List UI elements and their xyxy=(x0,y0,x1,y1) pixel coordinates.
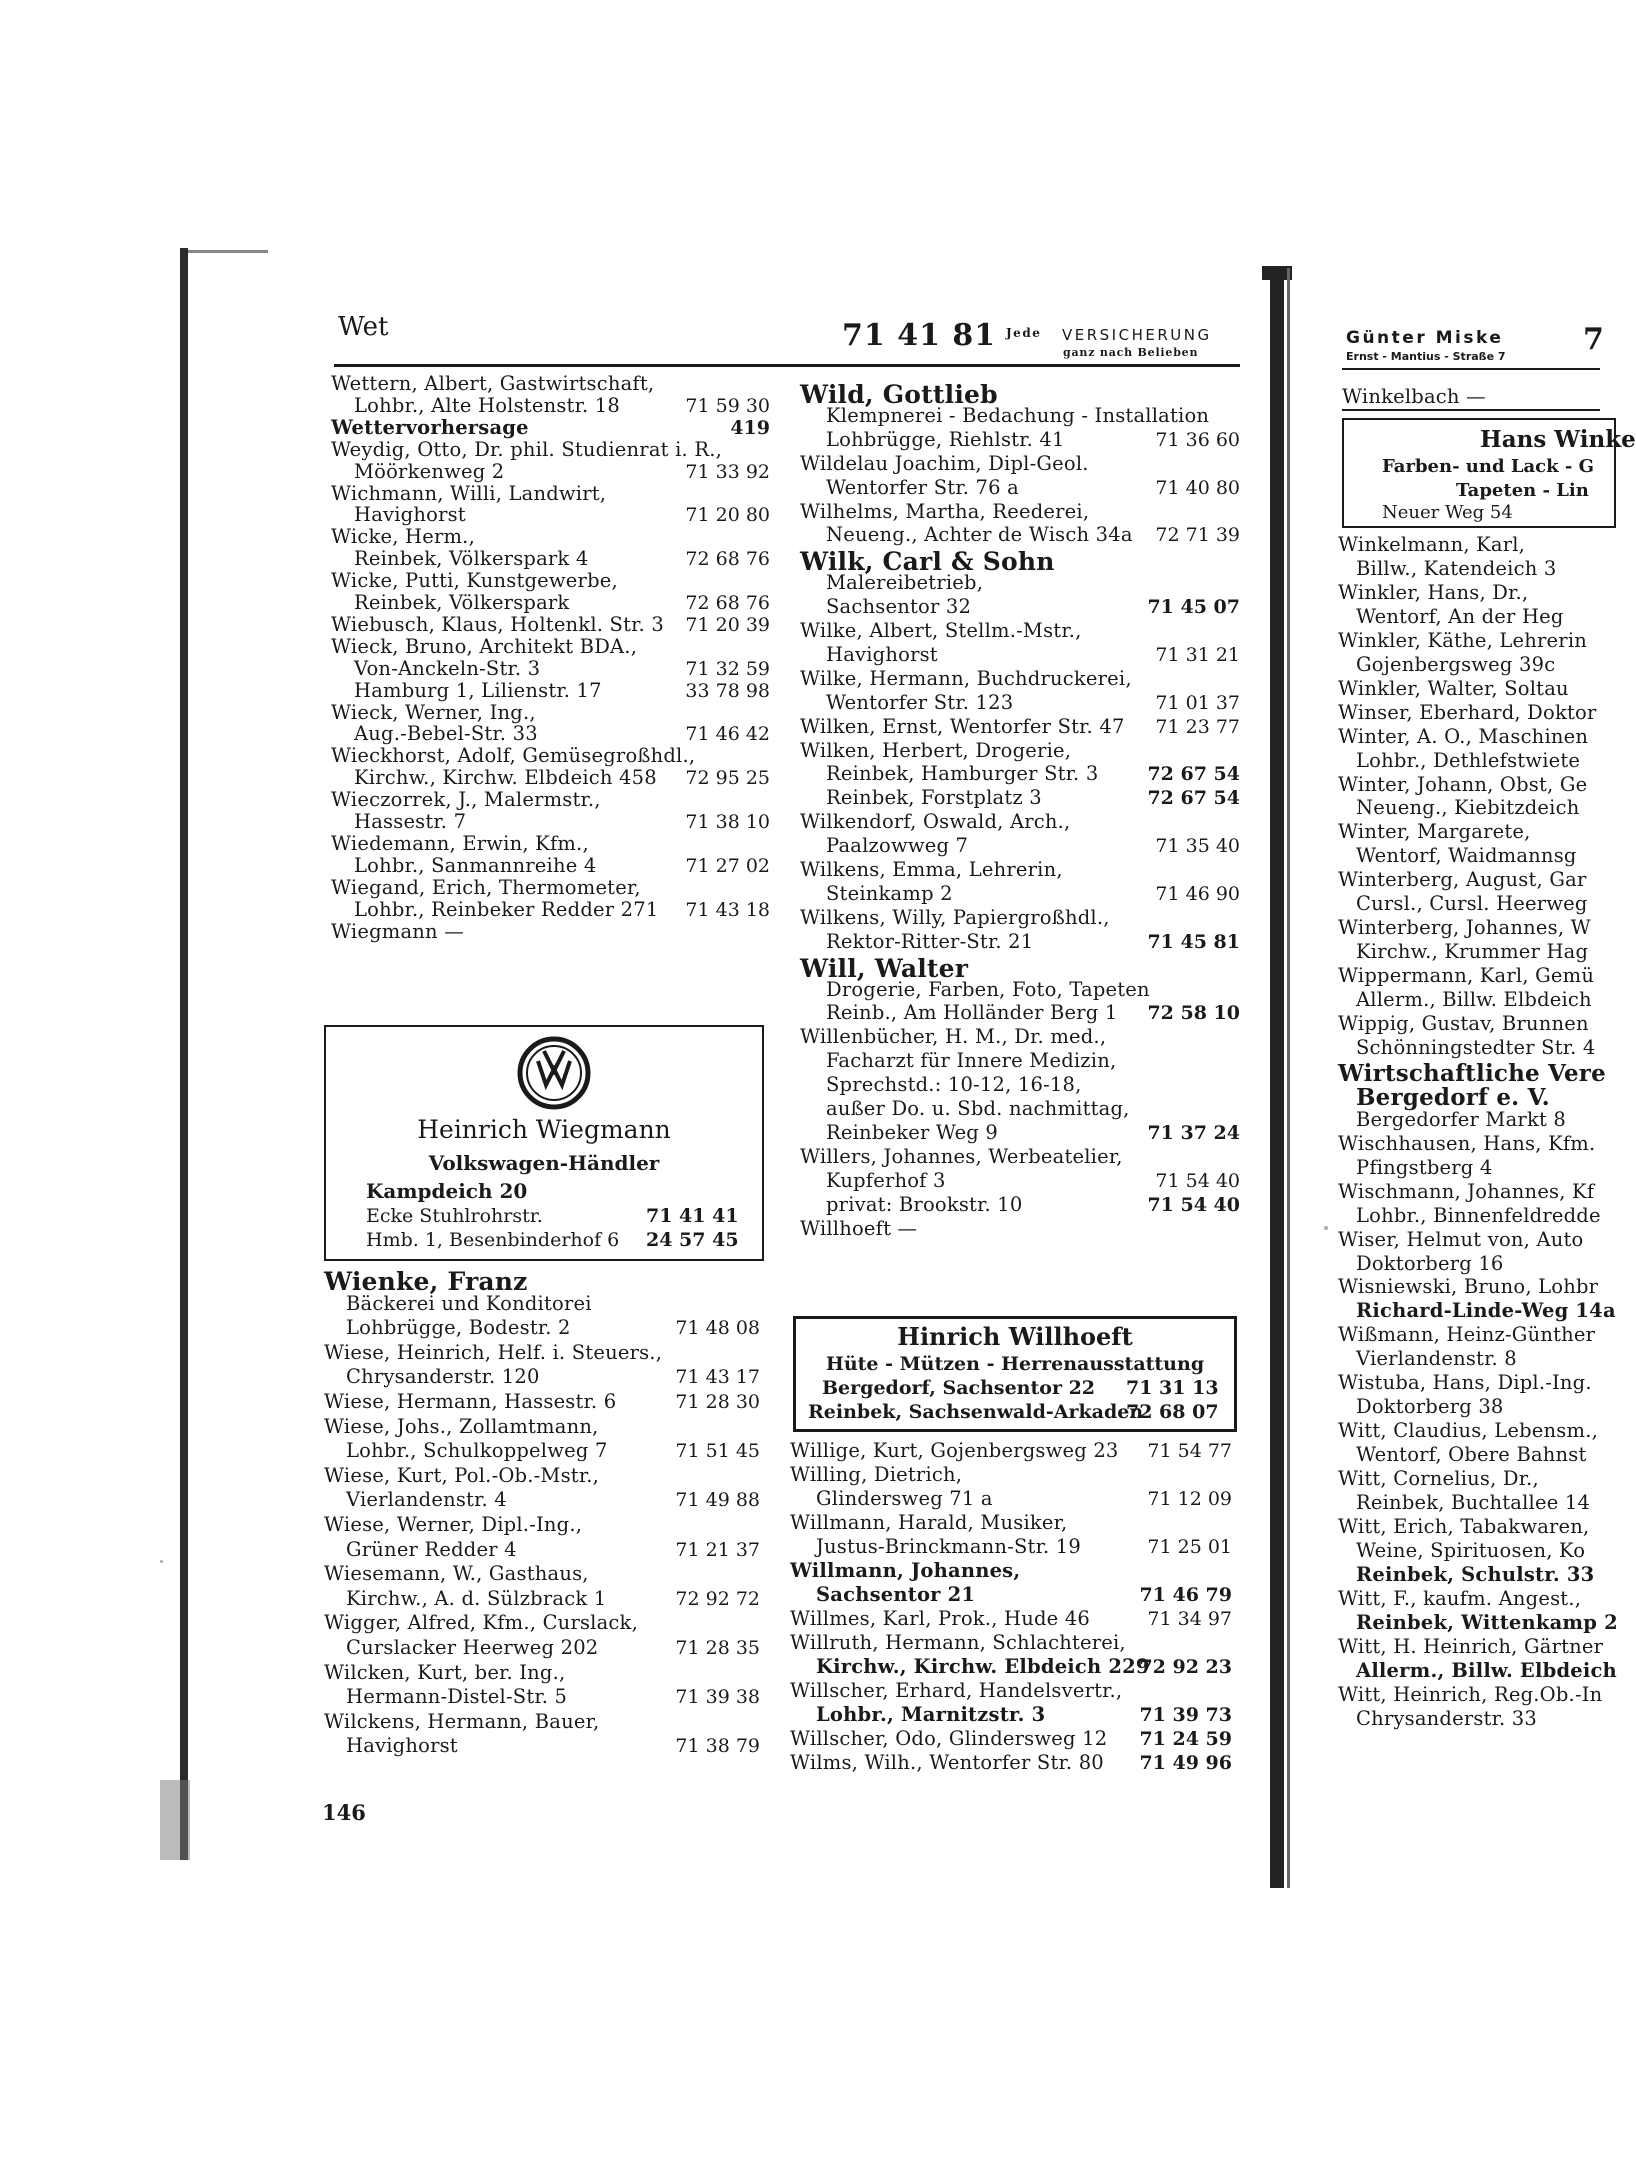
header-right-name: Günter Miske xyxy=(1346,328,1504,348)
header-ins-main: VERSICHERUNG xyxy=(1062,326,1212,344)
col3-entry-text: Winkler, Hans, Dr., xyxy=(1338,580,1529,604)
col3-entry-text: Bergedorf e. V. xyxy=(1356,1083,1550,1111)
col3-entry-text: Chrysanderstr. 33 xyxy=(1356,1706,1537,1730)
col1-entry-text: Wieck, Bruno, Architekt BDA., xyxy=(331,634,638,658)
col3-entry-text: Allerm., Billw. Elbdeich xyxy=(1356,1658,1617,1682)
col3-entry-text: Wischhausen, Hans, Kfm. xyxy=(1338,1131,1596,1155)
col2b-entry-text: Willscher, Odo, Glindersweg 12 xyxy=(790,1727,1108,1750)
col3-entry-text: Witt, Erich, Tabakwaren, xyxy=(1338,1514,1590,1538)
ad-wiegmann-addr: Kampdeich 20 xyxy=(366,1179,528,1203)
col1b-entry-phone: 71 43 17 xyxy=(675,1366,760,1389)
col1-entry-phone: 71 32 59 xyxy=(685,657,770,680)
col1-entry-text: Wicke, Herm., xyxy=(331,525,475,549)
col3-entry-text: Wirtschaftliche Vere xyxy=(1338,1059,1606,1087)
col1-entry-text: Reinbek, Völkerspark 4 xyxy=(354,547,589,571)
col1-entry-text: Wettern, Albert, Gastwirtschaft, xyxy=(331,372,655,395)
col3-entry-text: Winkler, Walter, Soltau xyxy=(1338,676,1569,700)
col2b-entry-phone: 71 39 73 xyxy=(1139,1704,1232,1726)
col1b-entry-phone: 71 39 38 xyxy=(675,1686,760,1709)
col2b-entry-text: Lohbr., Marnitzstr. 3 xyxy=(816,1703,1046,1726)
col2-entry-phone: 71 31 21 xyxy=(1155,643,1240,666)
col2-entry-phone: 72 71 39 xyxy=(1155,524,1240,547)
col1b-entry-text: Wiese, Heinrich, Helf. i. Steuers., xyxy=(324,1340,663,1364)
col2-entry-text: Wilke, Hermann, Buchdruckerei, xyxy=(800,666,1132,690)
ad-wiegmann xyxy=(324,1025,764,1261)
col3-entry-text: Winterberg, Johannes, W xyxy=(1338,916,1591,940)
col1b-entry-text: Curslacker Heerweg 202 xyxy=(346,1636,599,1659)
col2-entry-text: Wilkens, Emma, Lehrerin, xyxy=(800,858,1063,881)
col3-entry-text: Witt, Claudius, Lebensm., xyxy=(1338,1419,1598,1443)
col3-entry-text: Winter, A. O., Maschinen xyxy=(1338,724,1589,748)
col2b-entry-phone: 71 54 77 xyxy=(1147,1440,1232,1462)
page-number: 146 xyxy=(322,1800,366,1825)
col3-entry-text: Reinbek, Wittenkamp 2 xyxy=(1356,1610,1618,1634)
header-phone: 71 41 81 xyxy=(842,318,997,353)
ad-wiegmann-phone1: 71 41 41 xyxy=(646,1205,739,1227)
col1b-entry-text: Bäckerei und Konditorei xyxy=(346,1291,592,1315)
vw-logo-icon xyxy=(516,1035,592,1111)
ad-winkel-line3: Neuer Weg 54 xyxy=(1382,502,1513,523)
col2b-entry-text: Sachsentor 21 xyxy=(816,1583,976,1606)
col2-entry-text: Neueng., Achter de Wisch 34a xyxy=(826,523,1133,547)
col1b-entry-phone: 71 28 30 xyxy=(675,1391,760,1413)
col2-entry-phone: 71 46 90 xyxy=(1155,882,1240,905)
col2-entry-text: Wild, Gottlieb xyxy=(800,380,998,409)
header-ins-small: Jede xyxy=(1006,326,1042,340)
col3-entry-text: Richard-Linde-Weg 14a xyxy=(1356,1299,1616,1323)
col1b-entry-text: Wiesemann, W., Gasthaus, xyxy=(324,1562,589,1586)
col2b-entry-text: Willruth, Hermann, Schlachterei, xyxy=(790,1631,1126,1654)
col3-entry-text: Gojenbergsweg 39c xyxy=(1356,652,1556,676)
col1b-entry-text: Wiese, Kurt, Pol.-Ob.-Mstr., xyxy=(324,1463,600,1487)
col1b-entry-text: Wiese, Hermann, Hassestr. 6 xyxy=(324,1390,617,1413)
col3-entry-text: Winkler, Käthe, Lehrerin xyxy=(1338,628,1588,652)
col2b-entry-phone: 71 46 79 xyxy=(1139,1584,1232,1606)
col1-entry-text: Wieckhorst, Adolf, Gemüsegroßhdl., xyxy=(331,744,696,768)
col1b-entry-text: Wienke, Franz xyxy=(324,1267,528,1296)
col3-top-entry: Winkelbach — xyxy=(1342,385,1486,408)
col1b-entry-text: Wiese, Werner, Dipl.-Ing., xyxy=(324,1513,583,1536)
col2b-entry-text: Willmes, Karl, Prok., Hude 46 xyxy=(790,1607,1090,1630)
col2b-entry-text: Kirchw., Kirchw. Elbdeich 229 xyxy=(816,1655,1150,1678)
col1-entry-text: Wiedemann, Erwin, Kfm., xyxy=(331,831,589,855)
col3-entry-text: Wippig, Gustav, Brunnen xyxy=(1338,1012,1589,1035)
center-gutter xyxy=(1270,268,1284,1888)
col2b-entry-text: Wilms, Wilh., Wentorfer Str. 80 xyxy=(790,1751,1104,1774)
col2b-entry-phone: 71 34 97 xyxy=(1147,1608,1232,1630)
col1-entry-phone: 72 68 76 xyxy=(685,592,770,614)
col2-entry-text: Kupferhof 3 xyxy=(826,1168,946,1192)
ad-winkel-line2: Tapeten - Lin xyxy=(1456,480,1589,501)
col1b-entry-phone: 72 92 72 xyxy=(675,1587,760,1610)
ad-wiegmann-line2: Hmb. 1, Besenbinderhof 6 xyxy=(366,1229,620,1251)
col2-entry-text: Willenbücher, H. M., Dr. med., xyxy=(800,1025,1107,1049)
col2-entry-phone: 72 58 10 xyxy=(1147,1002,1240,1025)
col3-entry-text: Winterberg, August, Gar xyxy=(1338,868,1587,892)
col2-entry-text: Rektor-Ritter-Str. 21 xyxy=(826,929,1034,953)
col3-entry-text: Doktorberg 38 xyxy=(1356,1395,1504,1419)
col1b-entry-phone: 71 38 79 xyxy=(675,1735,760,1758)
header-right-digit: 7 xyxy=(1583,322,1604,357)
col2-entry-phone: 71 54 40 xyxy=(1155,1169,1240,1192)
col2-entry-text: Drogerie, Farben, Foto, Tapeten xyxy=(826,977,1150,1001)
col3-entry-text: Wisniewski, Bruno, Lohbr xyxy=(1338,1275,1599,1299)
col3-entry-text: Allerm., Billw. Elbdeich xyxy=(1356,988,1592,1012)
ad-wiegmann-phone2: 24 57 45 xyxy=(646,1229,739,1251)
col1b-entry-text: Havighorst xyxy=(346,1734,458,1758)
col3-entry-text: Witt, H. Heinrich, Gärtner xyxy=(1338,1634,1604,1658)
col2-entry-text: Will, Walter xyxy=(800,953,969,983)
col2-entry-text: Wilken, Herbert, Drogerie, xyxy=(800,738,1072,762)
col1b-entry-text: Wilcken, Kurt, ber. Ing., xyxy=(324,1660,566,1684)
col1b-entry-text: Lohbrügge, Bodestr. 2 xyxy=(346,1316,571,1340)
col3-entry-text: Winser, Eberhard, Doktor xyxy=(1338,700,1597,724)
col1-entry-phone: 71 20 80 xyxy=(685,504,770,527)
col2b-entry-text: Willmann, Harald, Musiker, xyxy=(790,1511,1068,1534)
col1-entry-text: Lohbr., Reinbeker Redder 271 xyxy=(354,897,659,921)
col2-entry-text: Wilk, Carl & Sohn xyxy=(800,547,1055,577)
col1-entry-text: Aug.-Bebel-Str. 33 xyxy=(354,722,538,746)
col2-entry-text: Reinb., Am Holländer Berg 1 xyxy=(826,1001,1118,1025)
col2-entry-text: Wilkendorf, Oswald, Arch., xyxy=(800,810,1071,834)
col1-entry-text: Wettervorhersage xyxy=(331,415,529,439)
col1-entry-text: Wichmann, Willi, Landwirt, xyxy=(331,481,607,505)
col2-entry-text: Wilkens, Willy, Papiergroßhdl., xyxy=(800,905,1110,929)
col2-entry-text: Wentorfer Str. 123 xyxy=(826,690,1014,714)
col2-entry-phone: 72 67 54 xyxy=(1147,763,1240,786)
ad-winkel xyxy=(1342,418,1636,528)
col3-entry-text: Wentorf, An der Heg xyxy=(1356,604,1564,628)
col2b-entry-phone: 71 24 59 xyxy=(1139,1728,1232,1750)
col3-top-rule xyxy=(1342,409,1600,411)
col1-entry-phone: 71 46 42 xyxy=(685,723,770,746)
col2-entry-text: Wilhelms, Martha, Reederei, xyxy=(800,499,1090,523)
header-ins-sub: ganz nach Belieben xyxy=(1063,346,1199,359)
col3-entry-text: Wiser, Helmut von, Auto xyxy=(1338,1227,1584,1251)
header-right-rule xyxy=(1342,368,1600,370)
col2b-entry-text: Willmann, Johannes, xyxy=(790,1559,1021,1582)
col2-entry-text: Wentorfer Str. 76 a xyxy=(826,475,1019,499)
col1-entry-text: Wieczorrek, J., Malermstr., xyxy=(331,788,601,812)
col3-entry-text: Wentorf, Obere Bahnst xyxy=(1356,1443,1587,1467)
left-binding-edge xyxy=(180,248,188,1860)
col1-entry-phone: 71 43 18 xyxy=(685,898,770,921)
col1b-entry-phone: 71 28 35 xyxy=(675,1637,760,1659)
ad-willhoeft-name: Hinrich Willhoeft xyxy=(897,1322,1133,1351)
ad-willhoeft-line1: Bergedorf, Sachsentor 22 xyxy=(822,1377,1096,1399)
col1-entry-text: Kirchw., Kirchw. Elbdeich 458 xyxy=(354,766,657,790)
col3-entry-text: Cursl., Cursl. Heerweg xyxy=(1356,892,1588,916)
col2-entry-text: außer Do. u. Sbd. nachmittag, xyxy=(826,1097,1130,1120)
col1-entry-text: Havighorst xyxy=(354,503,466,527)
col2b-entry-phone: 71 25 01 xyxy=(1147,1536,1232,1558)
col1b-entry-text: Grüner Redder 4 xyxy=(346,1537,517,1561)
col2-entry-text: Willers, Johannes, Werbeatelier, xyxy=(800,1144,1123,1168)
col1-entry-text: Wieck, Werner, Ing., xyxy=(331,700,536,724)
col1-entry-phone: 71 33 92 xyxy=(685,460,770,483)
ad-wiegmann-name: Heinrich Wiegmann xyxy=(417,1115,671,1144)
ad-willhoeft-trade: Hüte - Mützen - Herrenausstattung xyxy=(825,1353,1205,1375)
col2-entry-phone: 71 01 37 xyxy=(1155,691,1240,714)
col1-entry-phone: 72 95 25 xyxy=(685,767,770,790)
col2b-entry-text: Glindersweg 71 a xyxy=(816,1487,993,1510)
col2b-entry-phone: 71 49 96 xyxy=(1139,1752,1232,1774)
col2-entry-phone: 71 37 24 xyxy=(1147,1121,1240,1144)
col1-entry-phone: 72 68 76 xyxy=(685,548,770,571)
col2-entry-text: Wilke, Albert, Stellm.-Mstr., xyxy=(800,619,1082,642)
col1-entry-text: Reinbek, Völkerspark xyxy=(354,591,570,614)
col1b-entry-text: Chrysanderstr. 120 xyxy=(346,1365,540,1389)
col2-entry-text: Facharzt für Innere Medizin, xyxy=(826,1049,1117,1073)
col2-entry-phone: 71 35 40 xyxy=(1155,835,1240,858)
col1-entry-phone: 71 59 30 xyxy=(685,394,770,417)
col2-entry-phone: 71 40 80 xyxy=(1155,476,1240,499)
col2-entry-text: Wildelau Joachim, Dipl-Geol. xyxy=(800,451,1089,475)
col2-entry-text: Reinbeker Weg 9 xyxy=(826,1120,998,1144)
col2b-entry-phone: 72 92 23 xyxy=(1139,1656,1232,1678)
col2b-entry-text: Willing, Dietrich, xyxy=(790,1463,963,1486)
col3-entry-text: Reinbek, Buchtallee 14 xyxy=(1356,1491,1591,1514)
left-binding-shadow xyxy=(160,1780,190,1860)
col2-entry-phone: 71 45 81 xyxy=(1147,930,1240,953)
col1-entry-phone: 71 20 39 xyxy=(685,613,770,636)
col2b-entry-text: Justus-Brinckmann-Str. 19 xyxy=(816,1535,1081,1558)
ad-winkel-line1: Farben- und Lack - G xyxy=(1382,456,1594,477)
header-keyword: Wet xyxy=(338,312,389,342)
col2-entry-text: Reinbek, Forstplatz 3 xyxy=(826,786,1042,810)
scan-speck xyxy=(1324,1226,1328,1230)
col2-entry-text: Lohbrügge, Riehlstr. 41 xyxy=(826,427,1065,451)
col1b-entry-text: Lohbr., Schulkoppelweg 7 xyxy=(346,1439,608,1463)
col3-entry-text: Witt, Heinrich, Reg.Ob.-In xyxy=(1338,1682,1603,1706)
col1-entry-text: Hamburg 1, Lilienstr. 17 xyxy=(354,678,602,702)
col2-entry-text: Malereibetrieb, xyxy=(826,571,984,595)
col3-entry-text: Pfingstberg 4 xyxy=(1356,1155,1493,1179)
col1b-entry-text: Kirchw., A. d. Sülzbrack 1 xyxy=(346,1586,607,1610)
col1-entry-phone: 71 27 02 xyxy=(685,854,770,877)
col1-entry-text: Lohbr., Alte Holstenstr. 18 xyxy=(354,393,620,417)
col2b-entry-text: Willscher, Erhard, Handelsvertr., xyxy=(790,1679,1123,1702)
ad-willhoeft xyxy=(793,1316,1237,1432)
col2-entry-text: Reinbek, Hamburger Str. 3 xyxy=(826,762,1099,786)
col2-entry-text: privat: Brookstr. 10 xyxy=(826,1192,1023,1216)
col3-entry-text: Wippermann, Karl, Gemü xyxy=(1338,964,1595,988)
col1-entry-phone: 71 38 10 xyxy=(685,811,770,833)
col3-entry-text: Vierlandenstr. 8 xyxy=(1356,1347,1517,1371)
col2-entry-text: Havighorst xyxy=(826,642,938,666)
ad-wiegmann-line1: Ecke Stuhlrohrstr. xyxy=(366,1205,543,1227)
col3-entry-text: Witt, F., kaufm. Angest., xyxy=(1338,1586,1582,1610)
col3-entry-text: Schönningstedter Str. 4 xyxy=(1356,1035,1596,1059)
col1b-entry-phone: 71 48 08 xyxy=(675,1317,760,1340)
ad-willhoeft-line2: Reinbek, Sachsenwald-Arkaden xyxy=(808,1401,1144,1423)
col2-entry-phone: 71 54 40 xyxy=(1147,1193,1240,1216)
col1-entry-text: Wicke, Putti, Kunstgewerbe, xyxy=(331,569,618,593)
col1-entry-text: Hassestr. 7 xyxy=(354,810,467,833)
col3-entry-text: Bergedorfer Markt 8 xyxy=(1356,1107,1567,1131)
col1-entry-phone: 33 78 98 xyxy=(685,679,770,702)
col3-entry-text: Weine, Spirituosen, Ko xyxy=(1356,1538,1586,1562)
col2-entry-phone: 72 67 54 xyxy=(1147,787,1240,810)
col1b-entry-text: Hermann-Distel-Str. 5 xyxy=(346,1685,568,1709)
col2-entry-text: Sprechstd.: 10-12, 16-18, xyxy=(826,1073,1082,1097)
col3-entry-text: Billw., Katendeich 3 xyxy=(1356,556,1557,580)
ad-winkel-name: Hans Winke xyxy=(1480,426,1636,453)
col1-entry-text: Wiegmann — xyxy=(331,919,464,943)
col1b-entry-text: Wiese, Johs., Zollamtmann, xyxy=(324,1414,599,1438)
col3-entry-text: Winter, Margarete, xyxy=(1338,820,1531,844)
top-shadow xyxy=(188,250,268,253)
col3-entry-text: Wißmann, Heinz-Günther xyxy=(1338,1323,1596,1347)
col3-entry-text: Reinbek, Schulstr. 33 xyxy=(1356,1562,1595,1586)
col1-entry-text: Möörkenweg 2 xyxy=(354,459,505,483)
col2-entry-text: Paalzowweg 7 xyxy=(826,834,969,858)
col2-entry-phone: 71 45 07 xyxy=(1147,596,1240,619)
col3-entry-text: Winkelmann, Karl, xyxy=(1338,533,1526,556)
col1b-entry-phone: 71 51 45 xyxy=(675,1440,760,1463)
header-right-addr: Ernst - Mantius - Straße 7 xyxy=(1346,350,1506,363)
ad-willhoeft-phone1: 71 31 13 xyxy=(1126,1377,1219,1399)
col2-entry-text: Klempnerei - Bedachung - Installation xyxy=(826,403,1210,427)
col3-entry-text: Kirchw., Krummer Hag xyxy=(1356,940,1589,964)
col3-entry-text: Lohbr., Binnenfeldredde xyxy=(1356,1203,1601,1227)
header-rule xyxy=(334,364,1240,367)
col3-entry-text: Lohbr., Dethlefstwiete xyxy=(1356,748,1581,772)
col2-entry-text: Sachsentor 32 xyxy=(826,595,972,619)
col1-entry-text: Von-Anckeln-Str. 3 xyxy=(354,656,541,680)
col1-entry-text: Wiegand, Erich, Thermometer, xyxy=(331,875,641,899)
col1b-entry-phone: 71 49 88 xyxy=(675,1489,760,1512)
ad-wiegmann-trade: Volkswagen-Händler xyxy=(428,1151,660,1175)
ad-willhoeft-phone2: 72 68 07 xyxy=(1126,1401,1219,1423)
col3-entry-text: Wistuba, Hans, Dipl.-Ing. xyxy=(1338,1371,1592,1395)
col2b-entry-phone: 71 12 09 xyxy=(1147,1488,1232,1510)
scan-speck xyxy=(160,1560,163,1563)
right-page-edge xyxy=(1287,268,1290,1888)
col1-entry-text: Weydig, Otto, Dr. phil. Studienrat i. R., xyxy=(331,437,722,461)
col3-entry-text: Winter, Johann, Obst, Ge xyxy=(1338,772,1588,796)
col2-entry-phone: 71 23 77 xyxy=(1155,715,1240,738)
col2-entry-phone: 71 36 60 xyxy=(1155,428,1240,451)
col1b-entry-text: Vierlandenstr. 4 xyxy=(346,1488,507,1512)
col3-entry-text: Neueng., Kiebitzdeich xyxy=(1356,796,1580,820)
col1b-entry-phone: 71 21 37 xyxy=(675,1538,760,1561)
col2-entry-text: Willhoeft — xyxy=(800,1216,918,1240)
col2-entry-text: Wilken, Ernst, Wentorfer Str. 47 xyxy=(800,714,1125,738)
col3-entry-text: Wischmann, Johannes, Kf xyxy=(1338,1179,1595,1203)
col1b-entry-text: Wigger, Alfred, Kfm., Curslack, xyxy=(324,1611,638,1635)
col3-entry-text: Wentorf, Waidmannsg xyxy=(1356,844,1577,868)
col2-entry-text: Steinkamp 2 xyxy=(826,881,953,905)
col2b-entry-text: Willige, Kurt, Gojenbergsweg 23 xyxy=(790,1439,1119,1462)
col1-entry-text: Wiebusch, Klaus, Holtenkl. Str. 3 xyxy=(331,612,664,636)
col3-entry-text: Witt, Cornelius, Dr., xyxy=(1338,1467,1539,1491)
col1-entry-text: Lohbr., Sanmannreihe 4 xyxy=(354,853,597,877)
col3-entry-text: Doktorberg 16 xyxy=(1356,1251,1504,1275)
col1-entry-phone: 419 xyxy=(730,416,770,439)
col1b-entry-text: Wilckens, Hermann, Bauer, xyxy=(324,1709,600,1733)
